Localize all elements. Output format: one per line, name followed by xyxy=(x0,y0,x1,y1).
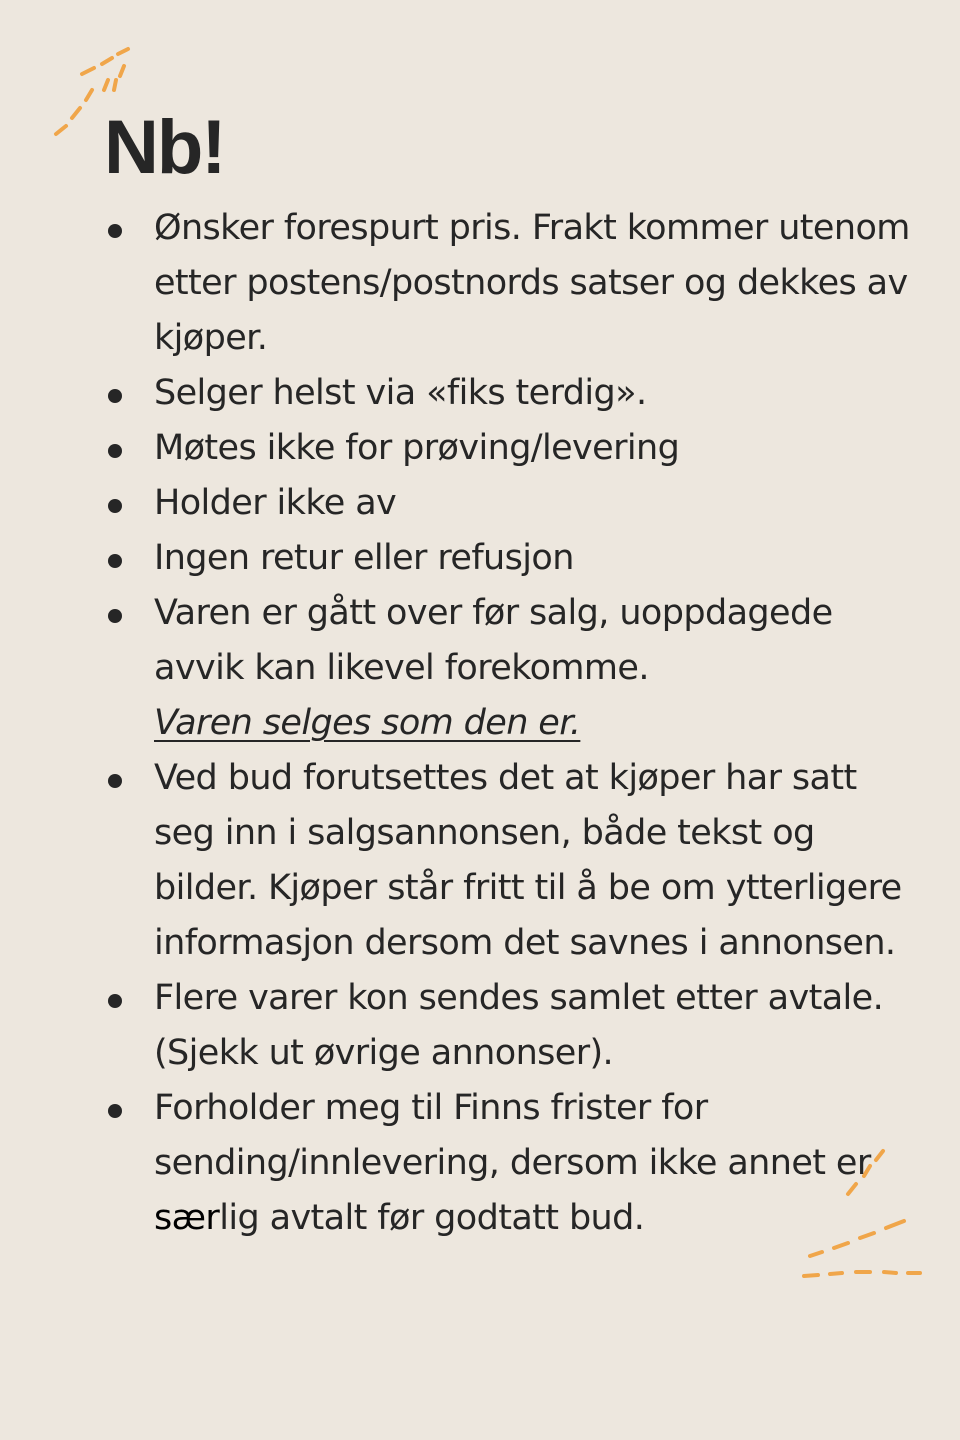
rule-item-sales-channel xyxy=(104,366,924,421)
rule-text: Ved bud forutsettes det at kjøper har satt seg inn i salgsannonsen, både tekst og bilder. Kjøper står fritt til å be om ytterligere informasjon dersom det savnes i annonsen. xyxy=(154,758,902,963)
rule-text: Flere varer kon sendes samlet etter avtale. (Sjekk ut øvrige annonser). xyxy=(154,978,884,1073)
rule-item-no-reservations xyxy=(104,476,924,531)
bullet-icon xyxy=(108,224,122,238)
bullet-icon xyxy=(108,499,122,513)
rule-item-pricing-shipping xyxy=(104,201,924,366)
bullet-icon xyxy=(108,994,122,1008)
rule-text: Varen er gått over før salg, uoppdagede avvik kan likevel forekomme. xyxy=(154,593,833,688)
rule-text: Forholder meg til Finns frister for sending/innlevering, dersom ikke annet er xyxy=(154,1088,871,1183)
rule-item-no-returns xyxy=(104,531,924,586)
rule-item-condition xyxy=(104,586,924,751)
bullet-icon xyxy=(108,774,122,788)
rule-text: Ingen retur eller refusjon xyxy=(154,538,574,578)
bullet-icon xyxy=(108,389,122,403)
rule-text: Møtes ikke for prøving/levering xyxy=(154,428,680,468)
rules-list xyxy=(104,201,924,1246)
rule-text-highlight: sær xyxy=(154,1198,220,1238)
bullet-icon xyxy=(108,609,122,623)
bullet-icon xyxy=(108,1104,122,1118)
rule-text: Selger helst via «fiks terdig». xyxy=(154,373,647,413)
rule-item-bidding-terms xyxy=(104,751,924,971)
rule-item-combined-shipping xyxy=(104,971,924,1081)
bullet-icon xyxy=(108,554,122,568)
page-title: Nb! xyxy=(104,105,225,190)
rule-text: Ønsker forespurt pris. Frakt kommer utenom etter postens/postnords satser og dekkes av kjøper. xyxy=(154,208,910,358)
rule-text: Holder ikke av xyxy=(154,483,397,523)
rule-text-end: lig avtalt før godtatt bud. xyxy=(219,1198,645,1238)
rule-item-finn-deadlines xyxy=(104,1081,924,1246)
bullet-icon xyxy=(108,444,122,458)
as-is-notice: Varen selges som den er. xyxy=(154,703,581,743)
rule-item-no-meetups xyxy=(104,421,924,476)
